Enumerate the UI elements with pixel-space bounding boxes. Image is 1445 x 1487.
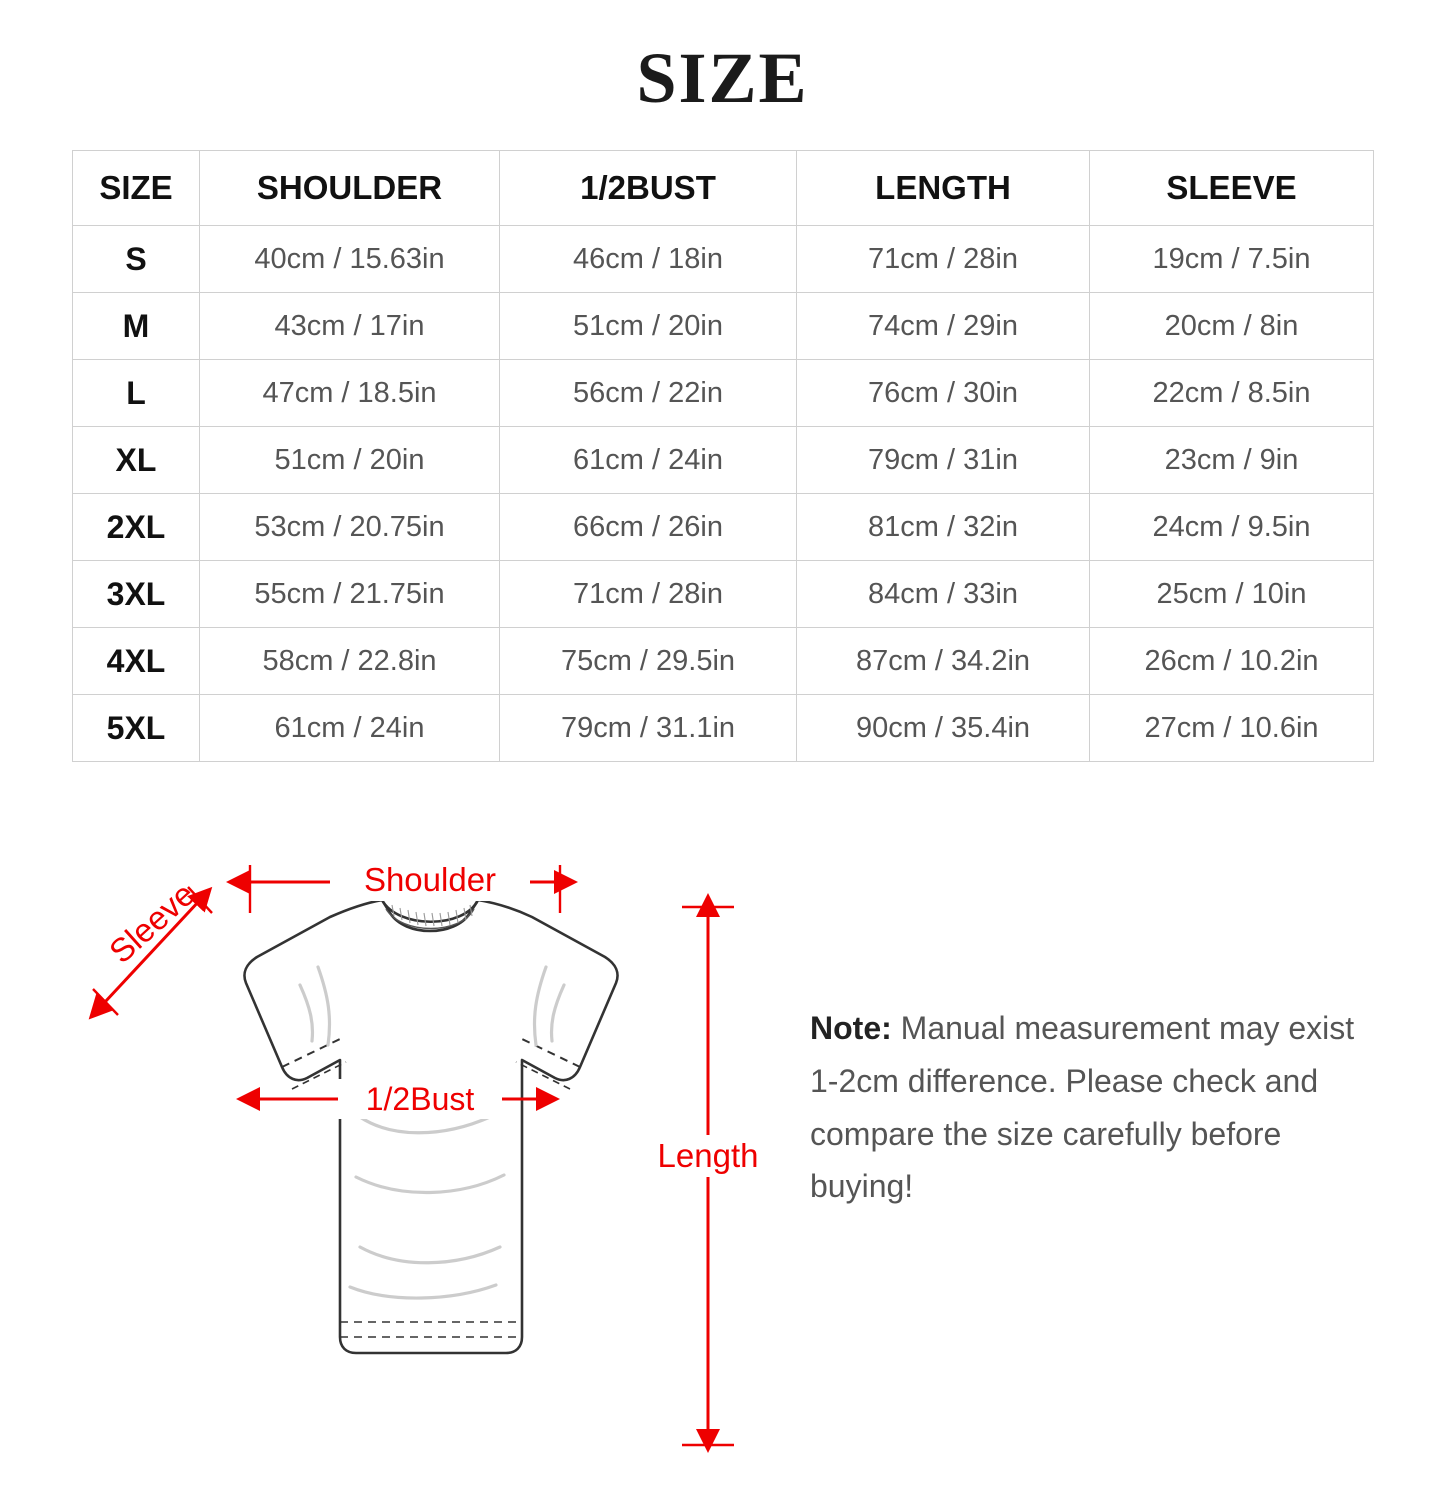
cell-sleeve: 22cm / 8.5in (1090, 360, 1374, 427)
table-row (73, 561, 1374, 628)
cell-bust: 46cm / 18in (500, 226, 797, 293)
cell-shoulder: 51cm / 20in (200, 427, 500, 494)
shoulder-label: Shoulder (363, 861, 497, 898)
tshirt-illustration (244, 900, 617, 1353)
cell-length: 76cm / 30in (797, 360, 1090, 427)
cell-bust: 61cm / 24in (500, 427, 797, 494)
cell-shoulder: 43cm / 17in (200, 293, 500, 360)
column-header-shoulder: SHOULDER (200, 151, 500, 226)
table-header-row (73, 151, 1374, 226)
cell-bust: 66cm / 26in (500, 494, 797, 561)
column-header-sleeve: SLEEVE (1090, 151, 1374, 226)
cell-bust: 51cm / 20in (500, 293, 797, 360)
cell-shoulder: 53cm / 20.75in (200, 494, 500, 561)
cell-size: 2XL (73, 494, 200, 561)
cell-length: 71cm / 28in (797, 226, 1090, 293)
cell-sleeve: 27cm / 10.6in (1090, 695, 1374, 762)
table-row (73, 226, 1374, 293)
cell-shoulder: 58cm / 22.8in (200, 628, 500, 695)
table-row (73, 427, 1374, 494)
cell-size: L (73, 360, 200, 427)
cell-sleeve: 23cm / 9in (1090, 427, 1374, 494)
cell-shoulder: 47cm / 18.5in (200, 360, 500, 427)
cell-length: 79cm / 31in (797, 427, 1090, 494)
size-chart-table (72, 150, 1374, 762)
cell-size: XL (73, 427, 200, 494)
cell-length: 90cm / 35.4in (797, 695, 1090, 762)
cell-length: 81cm / 32in (797, 494, 1090, 561)
cell-length: 87cm / 34.2in (797, 628, 1090, 695)
cell-bust: 56cm / 22in (500, 360, 797, 427)
cell-bust: 71cm / 28in (500, 561, 797, 628)
note-text: Manual measurement may exist 1-2cm difference. Please check and compare the size carefully before buying! (810, 1010, 1355, 1205)
cell-size: S (73, 226, 200, 293)
measurement-diagram (60, 817, 760, 1457)
sleeve-label: Sleeve (101, 875, 202, 971)
cell-size: 5XL (73, 695, 200, 762)
size-chart-container (72, 150, 1373, 762)
cell-shoulder: 40cm / 15.63in (200, 226, 500, 293)
length-label: Length (657, 1137, 759, 1174)
cell-size: 4XL (73, 628, 200, 695)
cell-length: 84cm / 33in (797, 561, 1090, 628)
cell-size: M (73, 293, 200, 360)
column-header-length: LENGTH (797, 151, 1090, 226)
cell-shoulder: 61cm / 24in (200, 695, 500, 762)
cell-sleeve: 26cm / 10.2in (1090, 628, 1374, 695)
cell-shoulder: 55cm / 21.75in (200, 561, 500, 628)
table-row (73, 494, 1374, 561)
table-row (73, 628, 1374, 695)
column-header-bust: 1/2BUST (500, 151, 797, 226)
cell-length: 74cm / 29in (797, 293, 1090, 360)
table-row (73, 293, 1374, 360)
cell-sleeve: 24cm / 9.5in (1090, 494, 1374, 561)
page-title: SIZE (636, 38, 809, 118)
cell-bust: 75cm / 29.5in (500, 628, 797, 695)
table-row (73, 360, 1374, 427)
cell-bust: 79cm / 31.1in (500, 695, 797, 762)
table-row (73, 695, 1374, 762)
column-header-size: SIZE (73, 151, 200, 226)
measurement-note (810, 1002, 1380, 1213)
cell-sleeve: 25cm / 10in (1090, 561, 1374, 628)
bust-label: 1/2Bust (365, 1081, 475, 1117)
cell-size: 3XL (73, 561, 200, 628)
note-label: Note: (810, 1010, 892, 1046)
cell-sleeve: 19cm / 7.5in (1090, 226, 1374, 293)
cell-sleeve: 20cm / 8in (1090, 293, 1374, 360)
